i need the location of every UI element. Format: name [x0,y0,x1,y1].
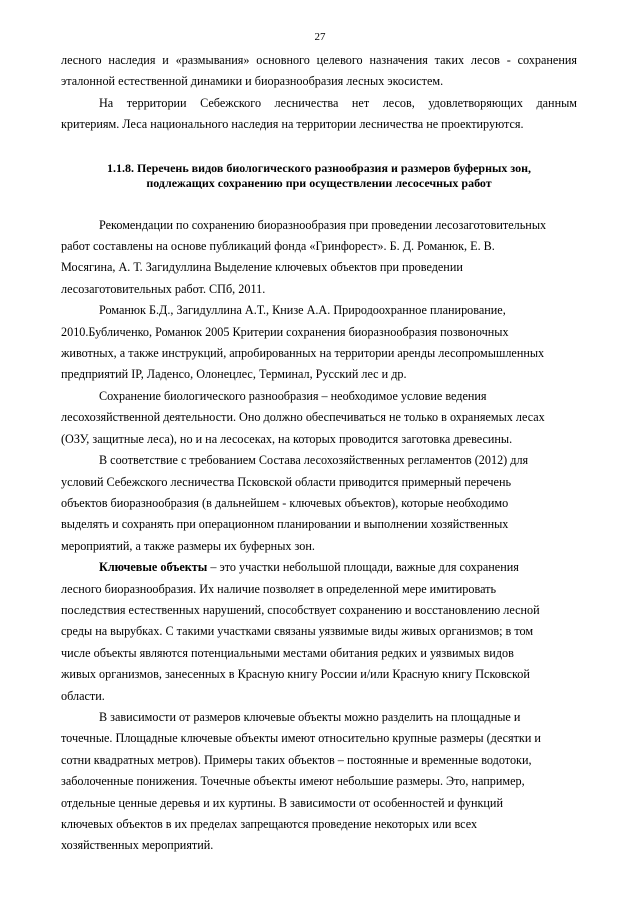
paragraph-key-objects [61,557,577,707]
paragraph-object-types [61,707,577,857]
paragraph-national-heritage [61,93,577,136]
text-line: В зависимости от размеров ключевые объекты можно разделить на площадные и [99,709,521,724]
key-objects-definition: – это участки небольшой площади, важные для сохранения [207,560,519,575]
section-heading [61,161,577,191]
text-line: среды на вырубках. С такими участками связаны уязвимые виды живых организмов; в том [61,624,534,639]
key-objects-term: Ключевые объекты [99,560,208,575]
text-line: ключевых объектов в их пределах запрещаются проведение некоторых или всех [61,817,478,831]
text-line: точечные. Площадные ключевые объекты имеют относительно крупные размеры (десятки и [61,731,541,746]
text-line: последствия естественных нарушений, способствует сохранению и восстановлению лесной [61,602,540,617]
text-line: лесозаготовительных работ. СПб, 2011. [61,281,266,296]
text-line: объектов биоразнообразия (в дальнейшем - ключевых объектов), которые необходимо [61,495,509,510]
paragraph-recommendations [61,215,577,301]
text-line [61,557,577,578]
text-line: лесохозяйственной деятельности. Оно должно обеспечиваться не только в охраняемых лесах [61,410,545,425]
paragraph-sources [61,300,577,386]
document-body [61,50,577,857]
text-line: Романюк Б.Д., Загидуллина А.Т., Книзе А.А. Природоохранное планирование, [99,303,506,318]
text-line: хозяйственных мероприятий. [61,838,214,853]
text-line: числе объекты являются потенциальными местами обитания редких и уязвимых видов [61,645,514,660]
text-line: живых организмов, занесенных в Красную книгу России и/или Красную книгу Псковской [61,667,530,682]
page-number: 27 [314,31,326,43]
text-line: области. [61,688,105,703]
text-line: Мосягина, А. Т. Загидуллина Выделение ключевых объектов при проведении [61,260,463,275]
text-line: сотни квадратных метров). Примеры таких объектов – постоянные и временные водотоки, [61,752,532,767]
heading-line: 1.1.8. Перечень видов биологического разнообразия и размеров буферных зон, [106,160,532,175]
text-line: эталонной естественной динамики и биоразнообразия лесных экосистем. [61,74,444,89]
paragraph-continuation [61,50,577,93]
paragraph-biodiversity [61,386,577,450]
text-line: лесного биоразнообразия. Их наличие позволяет в определенной мере имитировать [61,581,497,596]
heading-line: подлежащих сохранению при осуществлении лесосечных работ [146,175,492,190]
text-line: критериям. Леса национального наследия на территории лесничества не проектируются. [61,117,524,132]
text-line: мероприятий, а также размеры их буферных зон. [61,538,315,553]
text-line: (ОЗУ, защитные леса), но и на лесосеках, на которых проводится заготовка древесины. [61,431,513,446]
text-line: Рекомендации по сохранению биоразнообразия при проведении лесозаготовительных [99,217,547,232]
text-line: лесного наследия и «размывания» основного целевого назначения таких лесов - сохранения [61,53,577,67]
text-line: заболоченные понижения. Точечные объекты имеют небольшие размеры. Это, например, [61,774,525,789]
text-line: отдельные ценные деревья и их куртины. В зависимости от особенностей и функций [61,795,503,810]
text-line: условий Себежского лесничества Псковской области приводится примерный перечень [61,474,512,489]
text-line: животных, а также инструкций, апробированных на территории аренды лесопромышленных [61,346,545,361]
text-line: На территории Себежского лесничества нет лесов, удовлетворяющих данным [99,95,577,110]
text-line: В соответствие с требованием Состава лесохозяйственных регламентов (2012) для [99,453,529,468]
text-line: работ составлены на основе публикаций фонда «Гринфорест». Б. Д. Романюк, Е. В. [61,239,495,254]
text-line: выделять и сохранять при операционном планировании и выполнении хозяйственных [61,517,509,532]
paragraph-regulations [61,450,577,557]
text-line: 2010.Бубличенко, Романюк 2005 Критерии сохранения биоразнообразия позвоночных [61,324,509,339]
text-line: предприятий IP, Ладенсо, Олонецлес, Терминал, Русский лес и др. [61,367,407,382]
text-line: Сохранение биологического разнообразия – необходимое условие ведения [99,388,487,403]
